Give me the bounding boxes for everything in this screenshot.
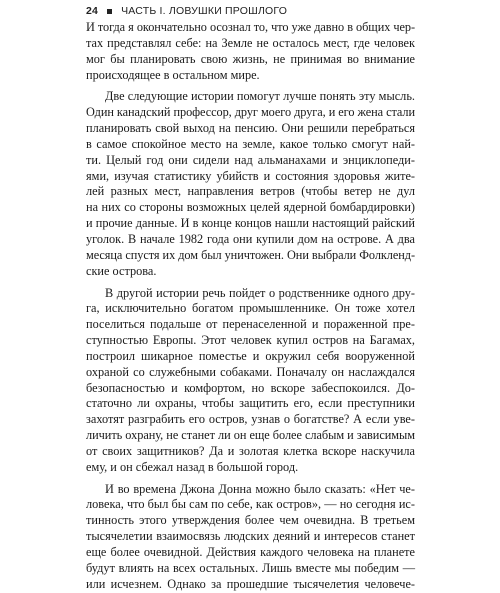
header-separator-square-icon <box>107 9 112 14</box>
paragraph <box>86 89 415 279</box>
text-line: га, исключительно богатом промышленнике. Он тоже хотел <box>86 301 415 316</box>
text-line: тинность этого утверждения более чем очевидна. В третьем <box>86 513 415 528</box>
text-line: ему, и он сбежал назад в большой город. <box>86 459 299 474</box>
text-line: Один канадский профессор, друг моего друга, и его жена стали <box>86 105 415 120</box>
text-line: еще более очевидной. Действия каждого человека на планете <box>86 545 415 559</box>
text-line: Две следующие истории помогут лучше понять эту мысль. <box>105 89 415 104</box>
paragraph <box>86 482 415 593</box>
text-line: ти. Целый год они сидели над альманахами и энциклопеди- <box>86 152 415 167</box>
text-line: уголок. В начале 1982 года они купили дом на острове. А два <box>86 231 415 246</box>
text-line: ские острова. <box>86 263 157 278</box>
text-line: ступностью Европы. Этот человек купил остров на Багамах, <box>86 333 415 348</box>
text-line: месяца спустя их дом был уничтожен. Они выбрали Фолкленд- <box>86 247 415 262</box>
text-line: безопасностью и комфортом, но вскоре забеспокоился. До- <box>86 380 415 395</box>
text-line: лей разных мест, направления ветров (чтобы ветер не дул <box>86 184 415 199</box>
text-line: от своих защитников? Да и золотая клетка вскоре наскучила <box>86 443 415 458</box>
running-header <box>86 2 416 20</box>
text-line: и прочие данные. И в конце концов нашли настоящий райский <box>86 216 415 231</box>
body-text <box>86 20 415 593</box>
paragraph <box>86 20 415 83</box>
text-line: В другой истории речь пойдет о родственнике одного дру- <box>105 285 415 300</box>
text-line: происходящее в остальном мире. <box>86 67 260 82</box>
text-line: мог бы планировать свою жизнь, не принимая во внимание <box>86 51 415 66</box>
running-title: ЧАСТЬ I. ЛОВУШКИ ПРОШЛОГО <box>121 5 288 17</box>
text-line: статочно ли охраны, чтобы защитить его, если преступники <box>86 396 415 411</box>
text-line: на них со стороны возможных целей ядерной бомбардировки) <box>86 200 415 215</box>
text-line: или исчезнем. Однако за прошедшие тысячелетия человече- <box>86 576 415 591</box>
text-line: поселиться подальше от перенаселенной и пораженной пре- <box>86 317 415 332</box>
page-number: 24 <box>86 5 99 17</box>
text-line: ями, изучая статистику убийств и состояния здоровья жите- <box>86 168 415 183</box>
text-line: И во времена Джона Донна можно было сказать: «Нет че- <box>105 481 415 496</box>
text-line: тах представлял себе: на Земле не осталось мест, где человек <box>86 35 415 50</box>
text-line: И тогда я окончательно осознал то, что уже давно в общих чер- <box>86 20 415 34</box>
text-line: охраной со служебными собаками. Поначалу он наслаждался <box>86 364 415 379</box>
text-line: тысячелетии взаимосвязь людских деяний и интересов станет <box>86 529 415 544</box>
text-line: построил шикарное поместье и окружил себя вооруженной <box>86 348 415 363</box>
text-line: в самое спокойное место на земле, какое только смогут най- <box>86 136 415 151</box>
text-line: планировать свой выход на пенсию. Они решили перебраться <box>86 121 415 136</box>
text-line: ловека, что был бы сам по себе, как остров», — но сегодня ис- <box>86 497 415 512</box>
text-line: личить охрану, не станет ли он еще более слабым и зависимым <box>86 428 415 443</box>
paragraph <box>86 286 415 476</box>
text-line: будут влиять на всех остальных. Лишь вместе мы победим — <box>86 560 415 575</box>
text-line: захотят разграбить его остров, узнав о богатстве? А если уве- <box>86 412 415 427</box>
